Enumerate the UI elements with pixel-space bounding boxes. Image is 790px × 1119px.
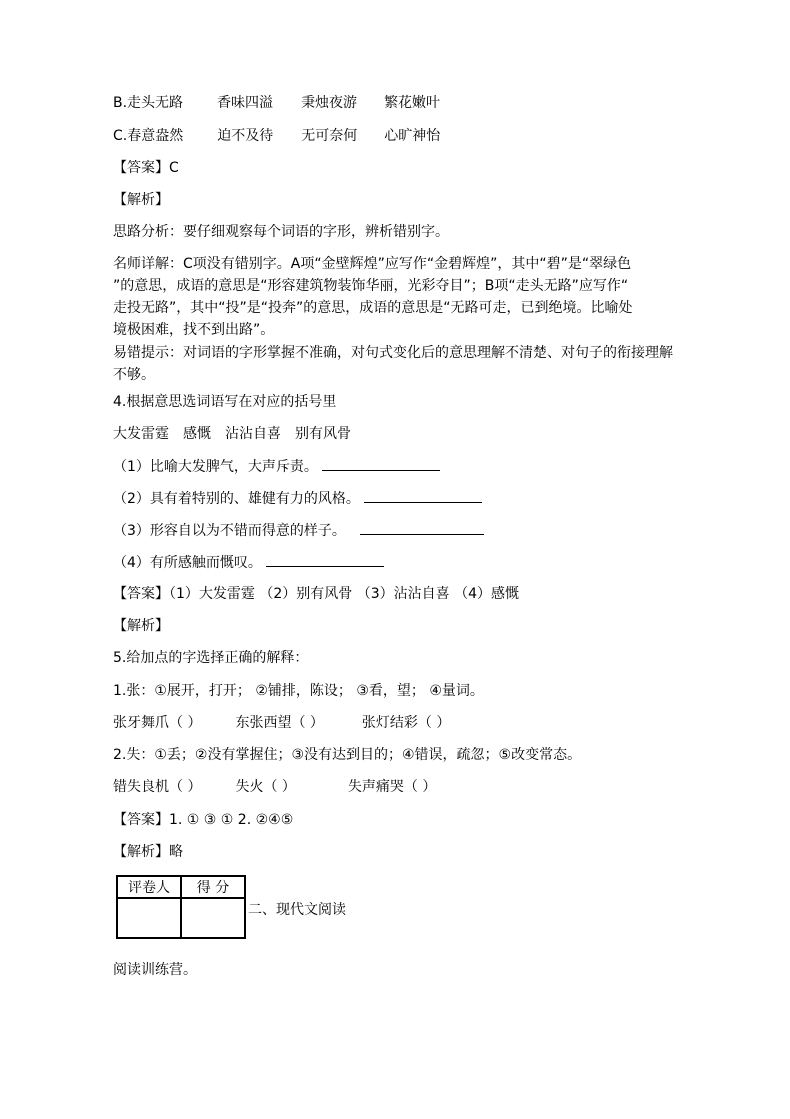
option-c-word-4: 心旷神怡 [384, 128, 441, 144]
score-cell[interactable] [181, 898, 245, 938]
q3-tip-line-2: 不够。 [113, 367, 155, 383]
q4-answer: 【答案】（1）大发雷霆 （2）别有风骨 （3）沾沾自喜 （4）感慨 [113, 586, 519, 602]
q5-1-item: 张牙舞爪（ ） [113, 715, 202, 731]
q5-2-item: 错失良机（ ） [113, 779, 202, 795]
q5-2-definitions: 2.失：①丢；②没有掌握住；③没有达到目的；④错误，疏忽；⑤改变常态。 [113, 747, 582, 763]
option-c-word-3: 无可奈何 [301, 128, 358, 144]
q3-detail-line-3: 走投无路”，其中“投”是“投奔”的意思，成语的意思是“无路可走，已到绝境。比喻处 [113, 300, 633, 316]
reviewer-cell[interactable] [117, 898, 181, 938]
q3-detail-line-1: 名师详解：C项没有错别字。A项“金壁辉煌”应写作“金碧辉煌”，其中“碧”是“翠绿色 [113, 256, 632, 272]
q4-analysis: 【解析】 [113, 618, 169, 634]
q4-item-1 [113, 456, 440, 477]
option-b-word-2: 香味四溢 [217, 95, 274, 111]
q3-detail-line-4: 境极困难，找不到出路”。 [113, 322, 275, 338]
q3-option-c [113, 126, 440, 146]
q5-2-items [113, 777, 436, 797]
section-title: 二、现代文阅读 [248, 902, 346, 918]
q4-item-text: （4）有所感触而慨叹。 [113, 555, 262, 571]
q4-word: 感慨 [183, 426, 211, 442]
option-b-word-4: 繁花嫩叶 [384, 95, 441, 111]
q4-item-2 [113, 488, 482, 509]
q5-2-item: 失火（ ） [235, 779, 296, 795]
score-header: 得 分 [181, 876, 245, 898]
option-b-word-3: 秉烛夜游 [301, 95, 358, 111]
q4-item-3 [113, 520, 484, 541]
reviewer-header: 评卷人 [117, 876, 181, 898]
q4-item-text: （2）具有着特别的、雄健有力的风格。 [113, 491, 360, 507]
answer-blank[interactable] [364, 488, 482, 503]
q5-title: 5.给加点的字选择正确的解释： [113, 650, 309, 666]
q3-detail-line-2: ”的意思，成语的意思是“形容建筑物装饰华丽，光彩夺目”；B项“走头无路”应写作“ [113, 278, 629, 294]
q3-answer: 【答案】C [113, 160, 179, 176]
q3-analysis-title: 【解析】 [113, 192, 169, 208]
q4-word-list [113, 424, 351, 444]
q4-word: 大发雷霆 [113, 426, 169, 442]
reading-title: 阅读训练营。 [113, 962, 197, 978]
q4-title: 4.根据意思选词语写在对应的括号里 [113, 394, 337, 410]
q4-item-text: （1）比喻大发脾气，大声斥责。 [113, 459, 318, 475]
q5-1-items [113, 713, 450, 733]
q3-option-b [113, 93, 440, 113]
q5-1-item: 张灯结彩（ ） [361, 715, 451, 731]
q5-1-item: 东张西望（ ） [235, 715, 324, 731]
option-b-label: B.走头无路 [113, 95, 184, 111]
q5-answer: 【答案】1. ① ③ ① 2. ②④⑤ [113, 812, 294, 828]
option-c-label: C.春意盎然 [113, 128, 184, 144]
q4-item-4 [113, 552, 384, 573]
answer-blank[interactable] [322, 456, 440, 471]
answer-blank[interactable] [360, 520, 484, 535]
q4-word: 沾沾自喜 [225, 426, 281, 442]
q5-2-item: 失声痛哭（ ） [347, 779, 437, 795]
q3-idea: 思路分析：要仔细观察每个词语的字形，辨析错别字。 [113, 224, 449, 240]
q3-tip-line-1: 易错提示：对词语的字形掌握不准确，对句式变化后的意思理解不清楚、对句子的衔接理解 [113, 345, 673, 361]
q4-word: 别有风骨 [295, 426, 351, 442]
q4-item-text: （3）形容自以为不错而得意的样子。 [113, 523, 346, 539]
answer-blank[interactable] [266, 552, 384, 567]
option-c-word-2: 迫不及待 [217, 128, 274, 144]
q5-1-definitions: 1.张：①展开，打开； ②铺排，陈设； ③看，望； ④量词。 [113, 683, 484, 699]
score-table [116, 875, 246, 939]
q5-analysis: 【解析】略 [113, 844, 183, 860]
